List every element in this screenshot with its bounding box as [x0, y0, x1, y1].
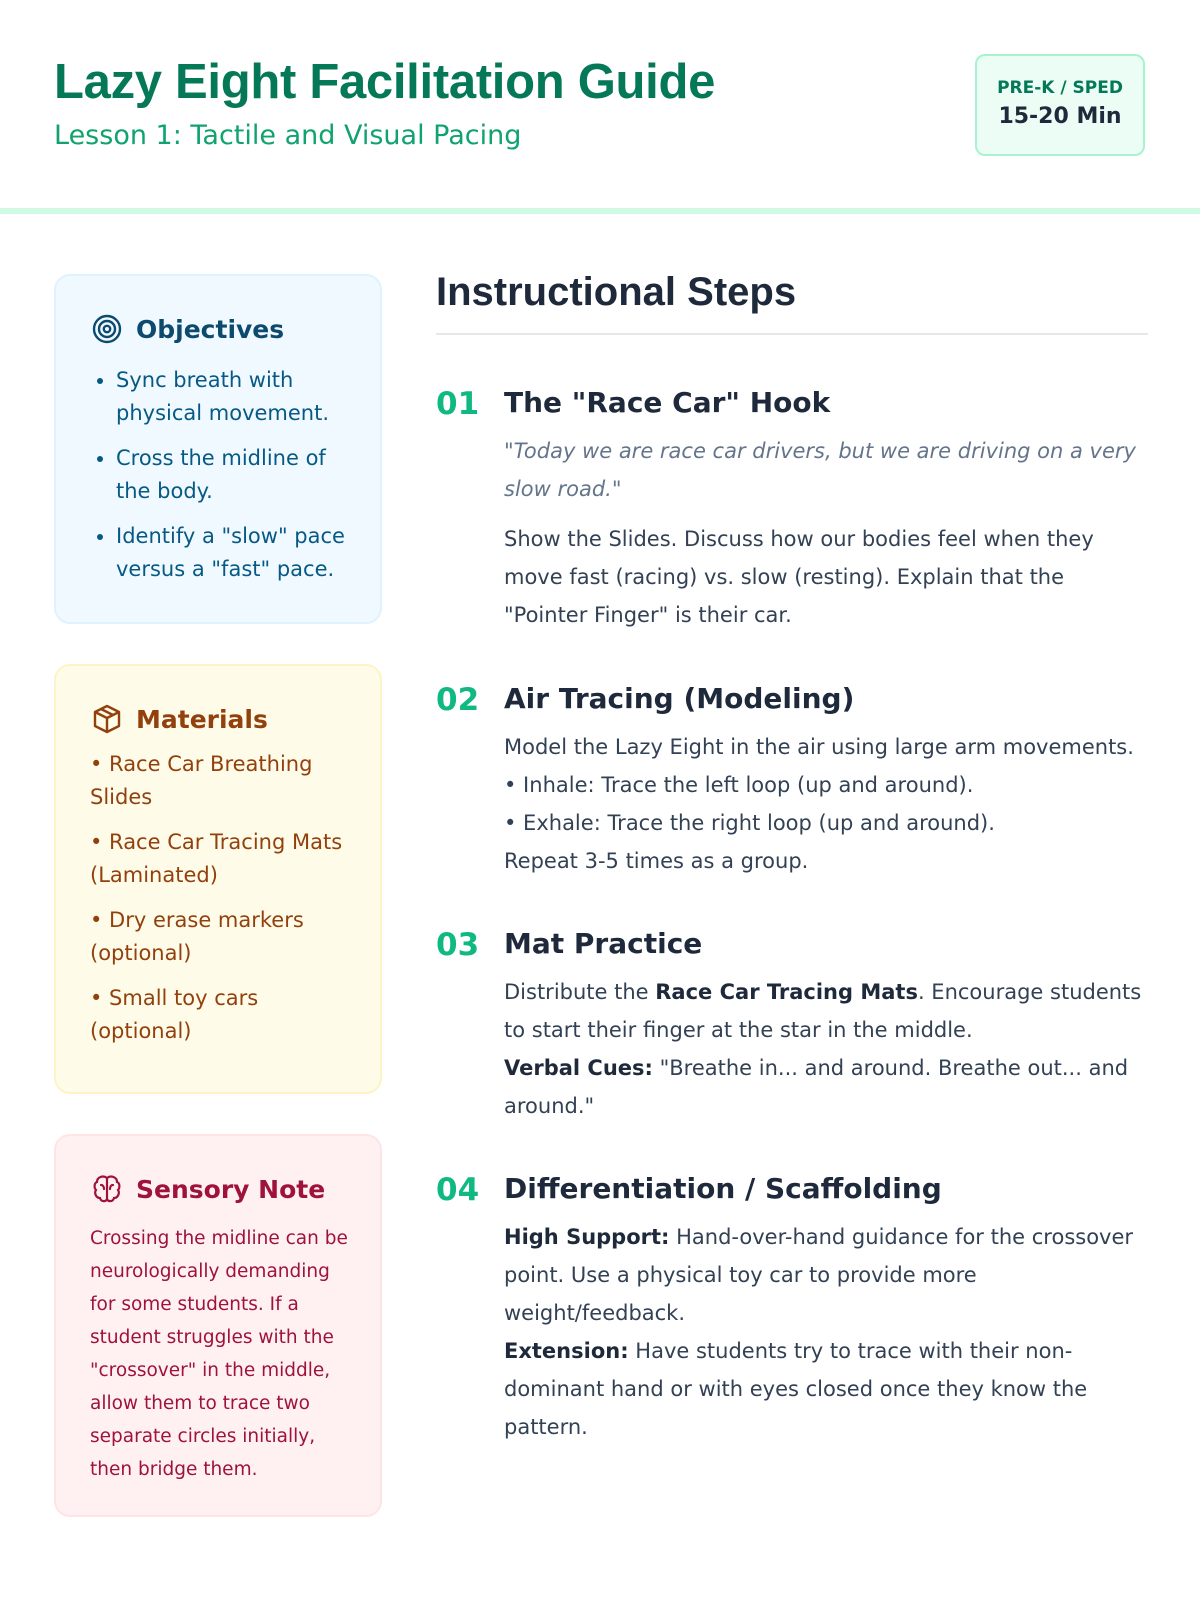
step-number: 03	[436, 927, 480, 963]
step-line: Model the Lazy Eight in the air using large arm movements.	[504, 735, 1134, 759]
material-item: • Race Car Tracing Mats (Laminated)	[90, 830, 343, 887]
level-duration-badge	[975, 54, 1145, 156]
step-body	[504, 973, 1148, 1125]
brain-icon	[90, 1172, 124, 1206]
objectives-title: Objectives	[136, 314, 285, 344]
step-line: • Inhale: Trace the left loop (up and around).	[504, 773, 974, 797]
box-icon	[90, 702, 124, 736]
section-heading: Instructional Steps	[436, 270, 1148, 335]
objective-item: • Sync breath with physical movement.	[116, 364, 360, 430]
page-header	[0, 0, 1200, 214]
step-title: Air Tracing (Modeling)	[504, 682, 855, 715]
objectives-list	[90, 364, 360, 586]
bold-segment: High Support:	[504, 1225, 670, 1249]
bold-segment: Extension:	[504, 1339, 629, 1363]
sensory-note-card	[54, 1134, 382, 1517]
step-body	[504, 728, 1148, 880]
text-segment: Distribute the	[504, 980, 656, 1004]
sensory-note-text: Crossing the midline can be neurologically demanding for some students. If a student struggles with the "crossover" in the middle, allow them to trace two separate circles initially, then bridge them.	[90, 1228, 348, 1480]
lesson-subtitle: Lesson 1: Tactile and Visual Pacing	[54, 120, 522, 151]
text-segment: . Encourage students to start their finger at the star in the middle.	[504, 980, 1142, 1042]
bold-segment: Verbal Cues:	[504, 1056, 653, 1080]
step-number: 02	[436, 682, 480, 718]
instructional-steps-section	[436, 270, 1148, 1439]
step-paragraph	[504, 1049, 1148, 1125]
material-item: • Race Car Breathing Slides	[90, 752, 313, 809]
text-segment: Hand-over-hand guidance for the crossover point. Use a physical toy car to provide more weight/feedback.	[504, 1225, 1134, 1325]
text-segment: Have students try to trace with their non-dominant hand or with eyes closed once they know the pattern.	[504, 1339, 1088, 1439]
step-title: The "Race Car" Hook	[504, 386, 831, 419]
bold-segment: Race Car Tracing Mats	[655, 980, 918, 1004]
step-paragraph	[504, 1218, 1148, 1332]
objectives-card	[54, 274, 382, 624]
step-paragraph	[504, 973, 1148, 1049]
materials-title: Materials	[136, 704, 268, 734]
step-number: 01	[436, 386, 480, 422]
step-line: • Exhale: Trace the right loop (up and around).	[504, 811, 995, 835]
step-title: Differentiation / Scaffolding	[504, 1172, 942, 1205]
text-segment: "Breathe in... and around. Breathe out... and around."	[504, 1056, 1129, 1118]
step-title: Mat Practice	[504, 927, 703, 960]
step-quote: "Today we are race car drivers, but we are driving on a very slow road."	[504, 439, 1136, 501]
step-text: Show the Slides. Discuss how our bodies feel when they move fast (racing) vs. slow (resting). Explain that the "Pointer Finger" is their car.	[504, 527, 1094, 627]
page-title: Lazy Eight Facilitation Guide	[54, 55, 716, 109]
step-paragraph	[504, 1332, 1148, 1446]
objective-item: • Cross the midline of the body.	[116, 442, 360, 508]
material-item: • Dry erase markers (optional)	[90, 908, 304, 965]
target-icon	[90, 312, 124, 346]
material-item: • Small toy cars (optional)	[90, 986, 259, 1043]
step-body	[504, 1218, 1148, 1446]
materials-card	[54, 664, 382, 1094]
step-number: 04	[436, 1172, 480, 1208]
badge-duration: 15-20 Min	[998, 104, 1122, 129]
sensory-note-title: Sensory Note	[136, 1174, 326, 1204]
badge-level: PRE-K / SPED	[997, 78, 1123, 98]
step-body	[504, 432, 1148, 634]
step-line: Repeat 3-5 times as a group.	[504, 849, 809, 873]
objective-item: • Identify a "slow" pace versus a "fast" pace.	[116, 520, 360, 586]
